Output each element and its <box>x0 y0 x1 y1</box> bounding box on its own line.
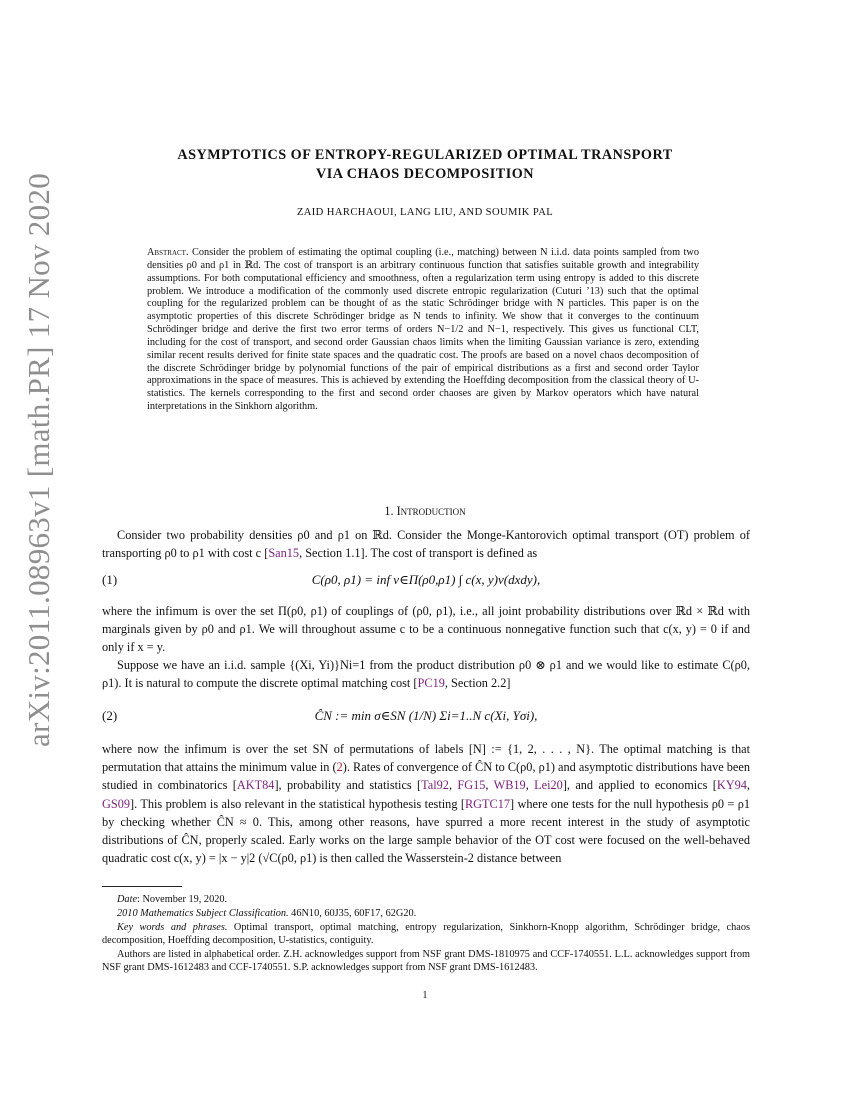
citation-link[interactable]: KY94 <box>716 778 747 793</box>
equation-number: (1) <box>102 572 118 587</box>
citation-link[interactable]: FG15 <box>457 778 486 793</box>
equation-formula: ĈN := min σ∈SN (1/N) Σi=1..N c(Xi, Yσi), <box>314 708 538 723</box>
paragraph-text: Consider two probability densities ρ0 and ρ1 on ℝd. Consider the Monge-Kantorovich optimal transport (OT) problem of transporting ρ0 to ρ1 with cost c [ <box>102 528 750 561</box>
msc-label: 2010 Mathematics Subject Classification. <box>117 908 289 919</box>
footnote-msc <box>102 908 750 921</box>
paragraph-text: , <box>525 778 535 793</box>
abstract-text: Consider the problem of estimating the optimal coupling (i.e., matching) between N i.i.d. data points sampled from two densities ρ0 and ρ1 in ℝd. The cost of transport is an arbitrary continuous function that satisfies suitable growth and integrability assumptions. For both computational efficiency and smoothness, often a regularization term using entropy is added to this discrete problem. We introduce a modification of the commonly used discrete entropic regularization (Cuturi ’13) such that the optimal coupling for the regularized problem can be thought of as the static Schrödinger bridge with N particles. This paper is on the asymptotic properties of this discrete Schrödinger bridge as N tends to infinity. We show that it converges to the continuum Schrödinger bridge and derive the first two error terms of orders N−1/2 and N−1, respectively. This gives us functional CLT, including for the cost of transport, and second order Gaussian chaos limits when the limiting Gaussian variance is zero, extending similar recent results derived for finite state spaces and the quadratic cost. The proofs are based on a novel chaos decomposition of the discrete Schrödinger bridge by polynomial functions of the pair of empirical distributions as a first and second order Taylor approximations in the space of measures. This is achieved by extending the Hoeffding decomposition from the classical theory of U-statistics. The kernels corresponding to the first and second order chaoses are given by Markov operators which have natural interpretations in the Sinkhorn algorithm. <box>147 247 699 413</box>
citation-link[interactable]: AKT84 <box>236 778 275 793</box>
equation-ref-link[interactable]: 2 <box>336 760 343 775</box>
equation-2 <box>102 708 750 738</box>
citation-link[interactable]: GS09 <box>102 796 131 811</box>
abstract-label: Abstract. <box>147 247 189 258</box>
citation-link[interactable]: San15 <box>268 546 300 561</box>
paper-title <box>100 146 750 184</box>
keywords-label: Key words and phrases. <box>117 922 228 933</box>
arxiv-id: arXiv:2011.08963v1 [math.PR] 17 Nov 2020 <box>21 173 56 747</box>
section-title: Introduction <box>396 504 466 518</box>
paragraph-text: ], probability and statistics [ <box>274 778 422 793</box>
citation-link[interactable]: Lei20 <box>534 778 563 793</box>
paragraph-2: where the infimum is over the set Π(ρ0, ρ1) of couplings of (ρ0, ρ1), i.e., all joint probability distributions over ℝd × ℝd with marginals given by ρ0 and ρ1. We will throughout assume c to be a continuous nonnegative function such that c(x, y) = 0 if and only if x = y. <box>102 604 750 655</box>
citation-link[interactable]: RGTC17 <box>464 796 511 811</box>
paragraph-1 <box>102 526 750 562</box>
citation-link[interactable]: WB19 <box>493 778 526 793</box>
equation-1 <box>102 572 750 602</box>
paragraph-text: ], and applied to economics [ <box>562 778 717 793</box>
title-line-2: VIA CHAOS DECOMPOSITION <box>315 166 535 182</box>
equation-number: (2) <box>102 708 118 723</box>
paragraph-text: Suppose we have an i.i.d. sample {(Xi, Yi)}Ni=1 from the product distribution ρ0 ⊗ ρ1 and we would like to estimate C(ρ0, ρ1). It is natural to compute the discrete optimal matching cost [ <box>102 658 750 691</box>
paragraph-text: ] where one tests for the null hypothesis ρ0 = ρ1 by checking whether ĈN ≈ 0. This, among other reasons, have spurred a more recent interest in the study of asymptotic distributions of ĈN, properly scaled. Early works on the large sample behavior of the OT cost were focused on the well-behaved quadratic cost c(x, y) = |x − y|2 (√C(ρ0, ρ1) is then called the Wasserstein-2 distance between <box>102 796 751 866</box>
paragraph-text: , <box>746 778 750 793</box>
paragraph-text: , Section 2.2] <box>444 676 511 691</box>
date-label: Date <box>117 894 138 905</box>
paragraph-text: , <box>485 778 494 793</box>
citation-link[interactable]: Tal92 <box>421 778 449 793</box>
date-value: : November 19, 2020. <box>137 894 228 905</box>
arxiv-watermark <box>14 173 64 747</box>
paragraph-4 <box>102 740 750 867</box>
paragraph-text: ). Rates of convergence of ĈN to C(ρ0, ρ1) and asymptotic distributions have been studied in combinatorics [ <box>102 760 750 793</box>
paragraph-text: , <box>448 778 458 793</box>
abstract <box>147 247 699 414</box>
footnote-date <box>102 894 750 907</box>
citation-link[interactable]: PC19 <box>417 676 445 691</box>
paragraph-text: , Section 1.1]. The cost of transport is defined as <box>299 546 538 561</box>
equation-formula: C(ρ0, ρ1) = inf ν∈Π(ρ0,ρ1) ∫ c(x, y)ν(dxdy), <box>311 572 541 587</box>
msc-value: 46N10, 60J35, 60F17, 62G20. <box>288 908 417 919</box>
paragraph-text: where now the infimum is over the set SN of permutations of labels [N] := {1, 2, . . . , N}. The optimal matching is that permutation that attains the minimum value in ( <box>102 742 750 775</box>
page-number: 1 <box>422 990 428 1001</box>
title-line-1: ASYMPTOTICS OF ENTROPY-REGULARIZED OPTIMAL TRANSPORT <box>177 147 673 163</box>
footnote-rule <box>102 886 182 887</box>
keywords-value: Optimal transport, optimal matching, entropy regularization, Sinkhorn-Knopp algorithm, Schrödinger bridge, chaos decomposition, Hoeffding decomposition, U-statistics, contiguity. <box>102 922 750 946</box>
footnote-acknowledgements: Authors are listed in alphabetical order. Z.H. acknowledges support from NSF grant DMS-1810975 and CCF-1740551. L.L. acknowledges support from NSF grant DMS-1612483 and CCF-1740551. S.P. acknowledges support from NSF grant DMS-1612483. <box>102 949 750 973</box>
section-number: 1. <box>384 504 394 518</box>
footnote-keywords <box>102 922 750 947</box>
paragraph-3 <box>102 656 750 692</box>
authors: ZAID HARCHAOUI, LANG LIU, AND SOUMIK PAL <box>296 207 554 218</box>
paragraph-text: ]. This problem is also relevant in the statistical hypothesis testing [ <box>130 796 465 811</box>
section-heading <box>100 504 750 519</box>
